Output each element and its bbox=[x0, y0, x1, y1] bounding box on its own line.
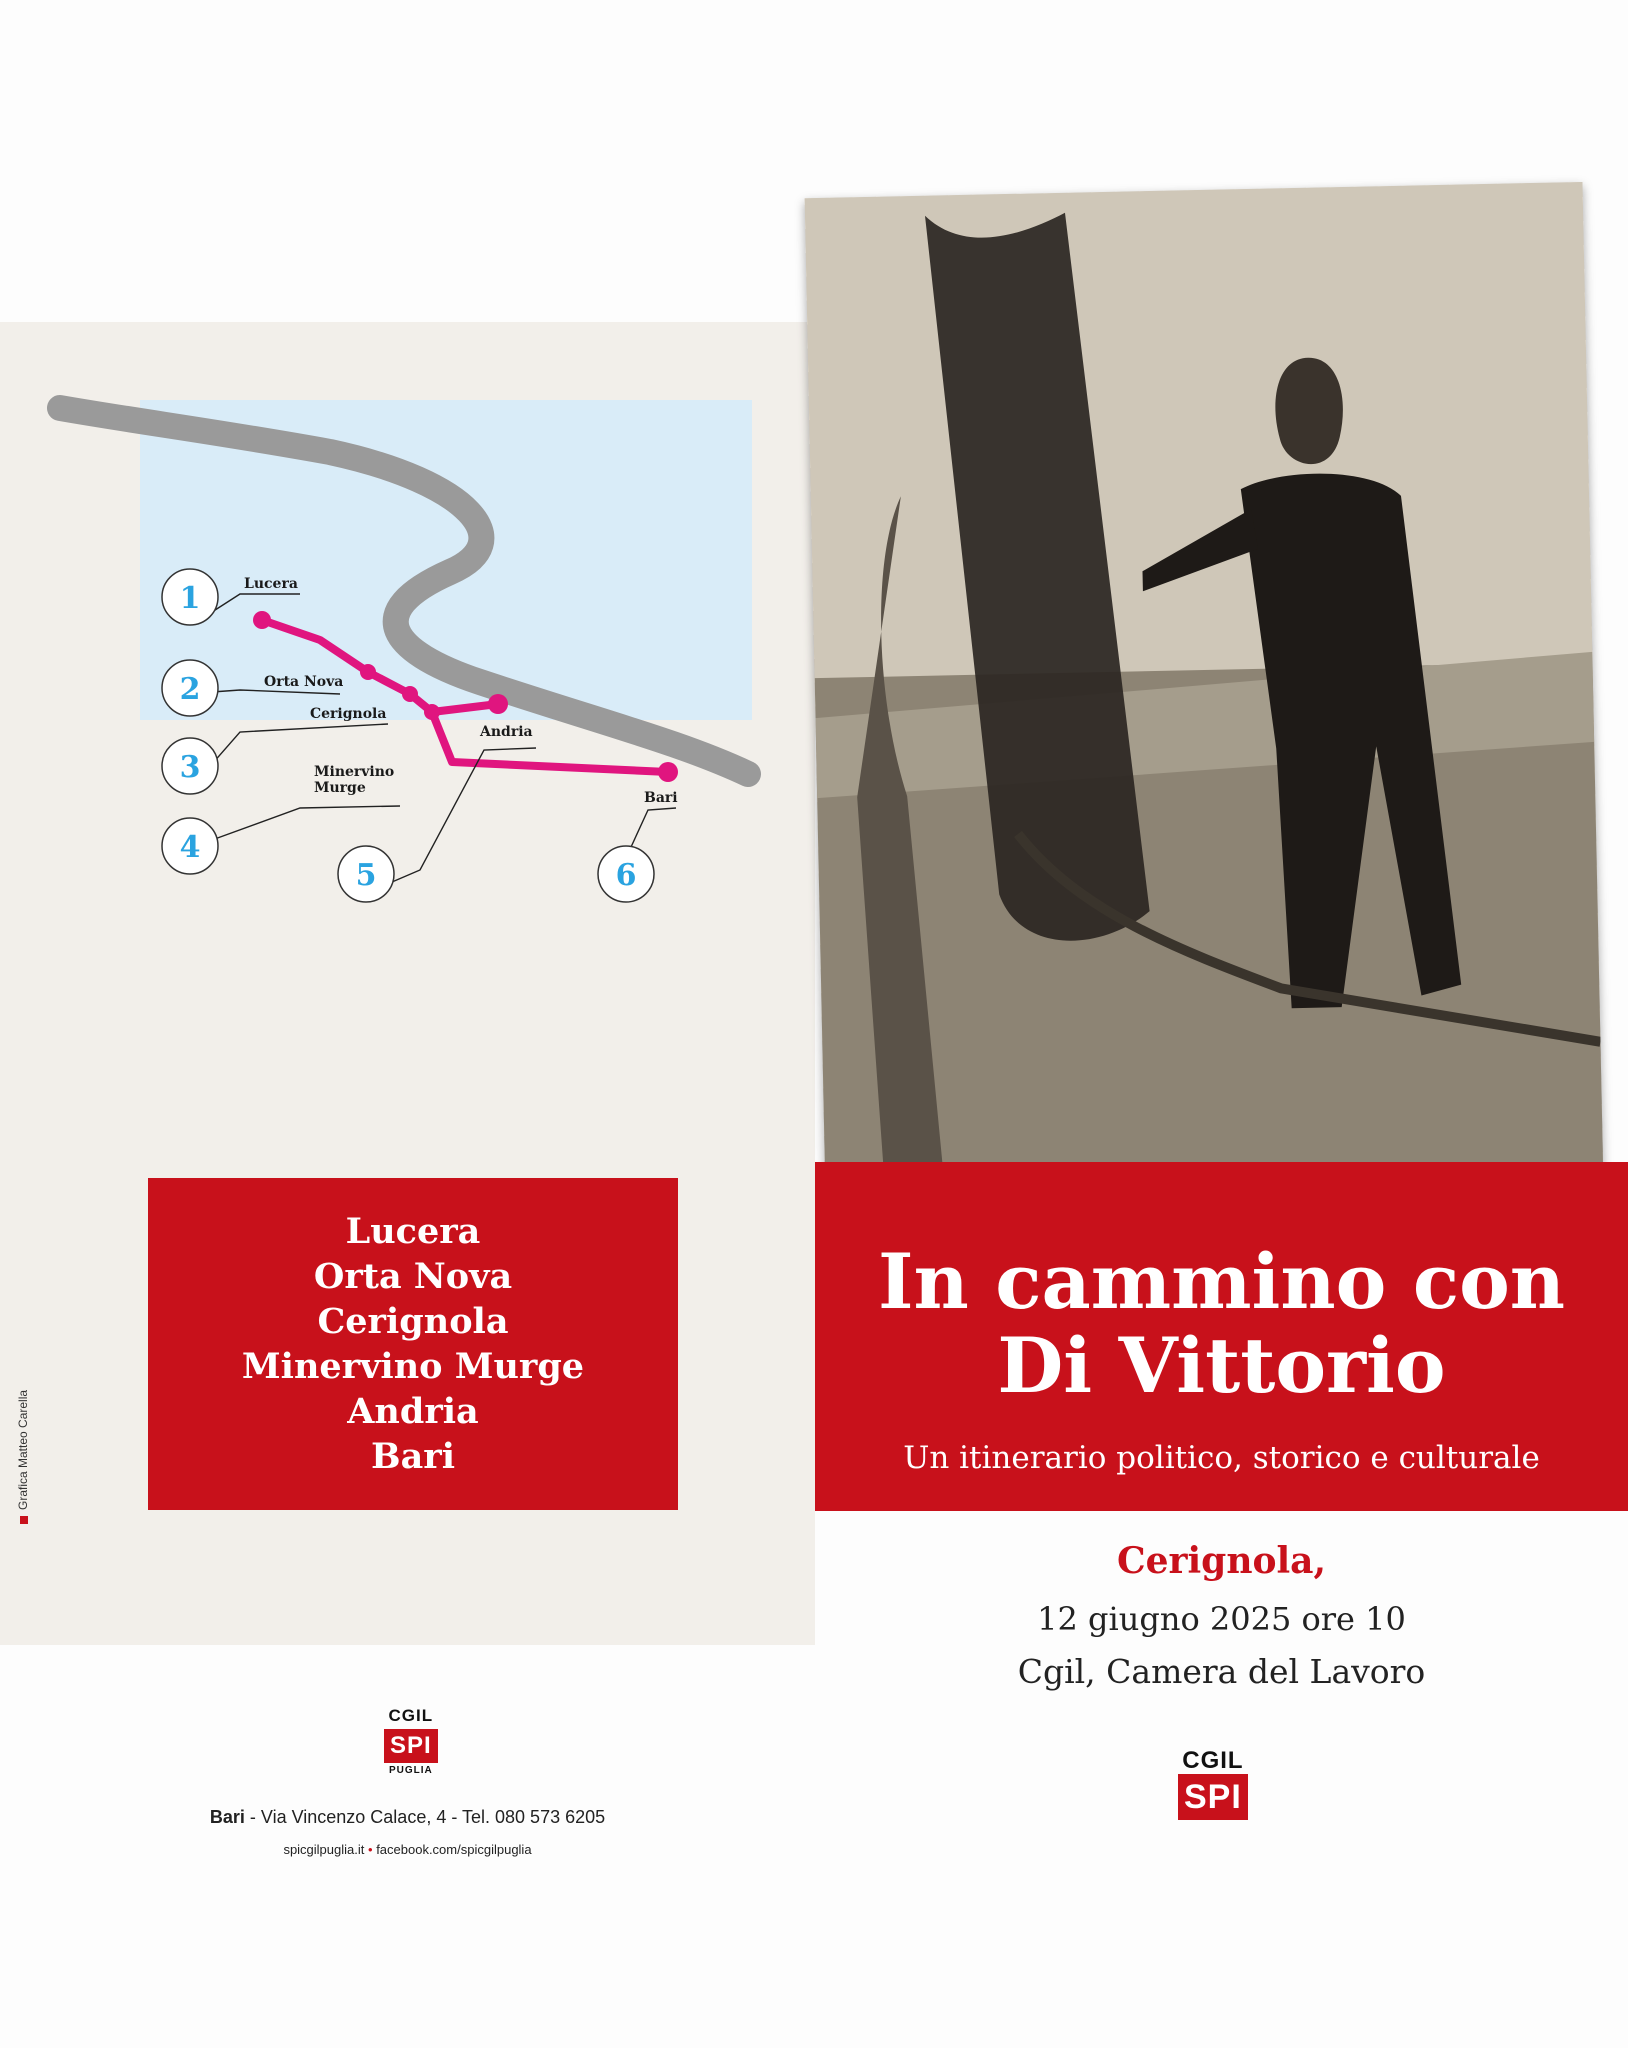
town-item: Minervino Murge bbox=[241, 1346, 585, 1387]
svg-text:4: 4 bbox=[179, 830, 201, 865]
map-label-andria: Andria bbox=[480, 724, 533, 740]
cgil-spi-puglia-logo: CGIL SPI PUGLIA bbox=[384, 1706, 438, 1777]
route-dot bbox=[253, 611, 271, 629]
stop-marker-4 bbox=[162, 818, 218, 874]
svg-text:5: 5 bbox=[355, 858, 377, 893]
route-map bbox=[0, 322, 815, 982]
route-dot bbox=[658, 762, 678, 782]
town-item: Andria bbox=[347, 1391, 479, 1432]
red-square-icon bbox=[20, 1516, 28, 1524]
website-link[interactable]: spicgilpuglia.it bbox=[283, 1842, 365, 1857]
svg-text:3: 3 bbox=[179, 750, 201, 785]
map-label-bari: Bari bbox=[644, 790, 678, 806]
leader-line bbox=[212, 724, 388, 764]
photo-illustration bbox=[805, 182, 1604, 1198]
title-banner bbox=[815, 1162, 1628, 1511]
stop-marker-3 bbox=[162, 738, 218, 794]
event-city: Cerignola, bbox=[1116, 1540, 1327, 1582]
town-item: Cerignola bbox=[317, 1301, 509, 1342]
town-item: Orta Nova bbox=[313, 1256, 513, 1297]
map-label-minervino: Minervino bbox=[314, 764, 395, 780]
map-label-murge: Murge bbox=[314, 780, 366, 796]
towns-list bbox=[148, 1178, 678, 1510]
graphic-credit: Grafica Matteo Carella bbox=[16, 1374, 30, 1524]
historic-photo bbox=[805, 182, 1604, 1198]
svg-text:6: 6 bbox=[615, 858, 637, 893]
map-label-orta-nova: Orta Nova bbox=[264, 674, 344, 690]
route-dot bbox=[424, 704, 440, 720]
stop-marker-6 bbox=[598, 846, 654, 902]
subtitle: Un itinerario politico, storico e culturale bbox=[903, 1440, 1540, 1476]
cgil-spi-logo: CGIL SPI bbox=[1178, 1751, 1248, 1820]
route-dot bbox=[360, 664, 376, 680]
bullet-separator: • bbox=[368, 1842, 373, 1857]
main-title-line2: Di Vittorio bbox=[997, 1321, 1446, 1410]
map-label-lucera: Lucera bbox=[244, 576, 298, 592]
route-dot bbox=[402, 686, 418, 702]
contact-web bbox=[0, 1842, 815, 1857]
stop-marker-5 bbox=[338, 846, 394, 902]
svg-text:2: 2 bbox=[179, 672, 201, 707]
route-dot bbox=[488, 694, 508, 714]
event-place: Cgil, Camera del Lavoro bbox=[1017, 1652, 1426, 1691]
main-title-line1: In cammino con bbox=[877, 1237, 1566, 1326]
town-item: Lucera bbox=[345, 1211, 481, 1252]
leader-line bbox=[212, 806, 400, 840]
svg-text:1: 1 bbox=[179, 581, 201, 616]
stop-marker-1 bbox=[162, 569, 218, 625]
facebook-link[interactable]: facebook.com/spicgilpuglia bbox=[376, 1842, 532, 1857]
map-label-cerignola: Cerignola bbox=[310, 706, 387, 722]
contact-address: Bari - Via Vincenzo Calace, 4 - Tel. 080 573 6205 bbox=[209, 1807, 606, 1827]
stop-marker-2 bbox=[162, 660, 218, 716]
event-date: 12 giugno 2025 ore 10 bbox=[1037, 1600, 1406, 1638]
town-item: Bari bbox=[371, 1436, 455, 1477]
